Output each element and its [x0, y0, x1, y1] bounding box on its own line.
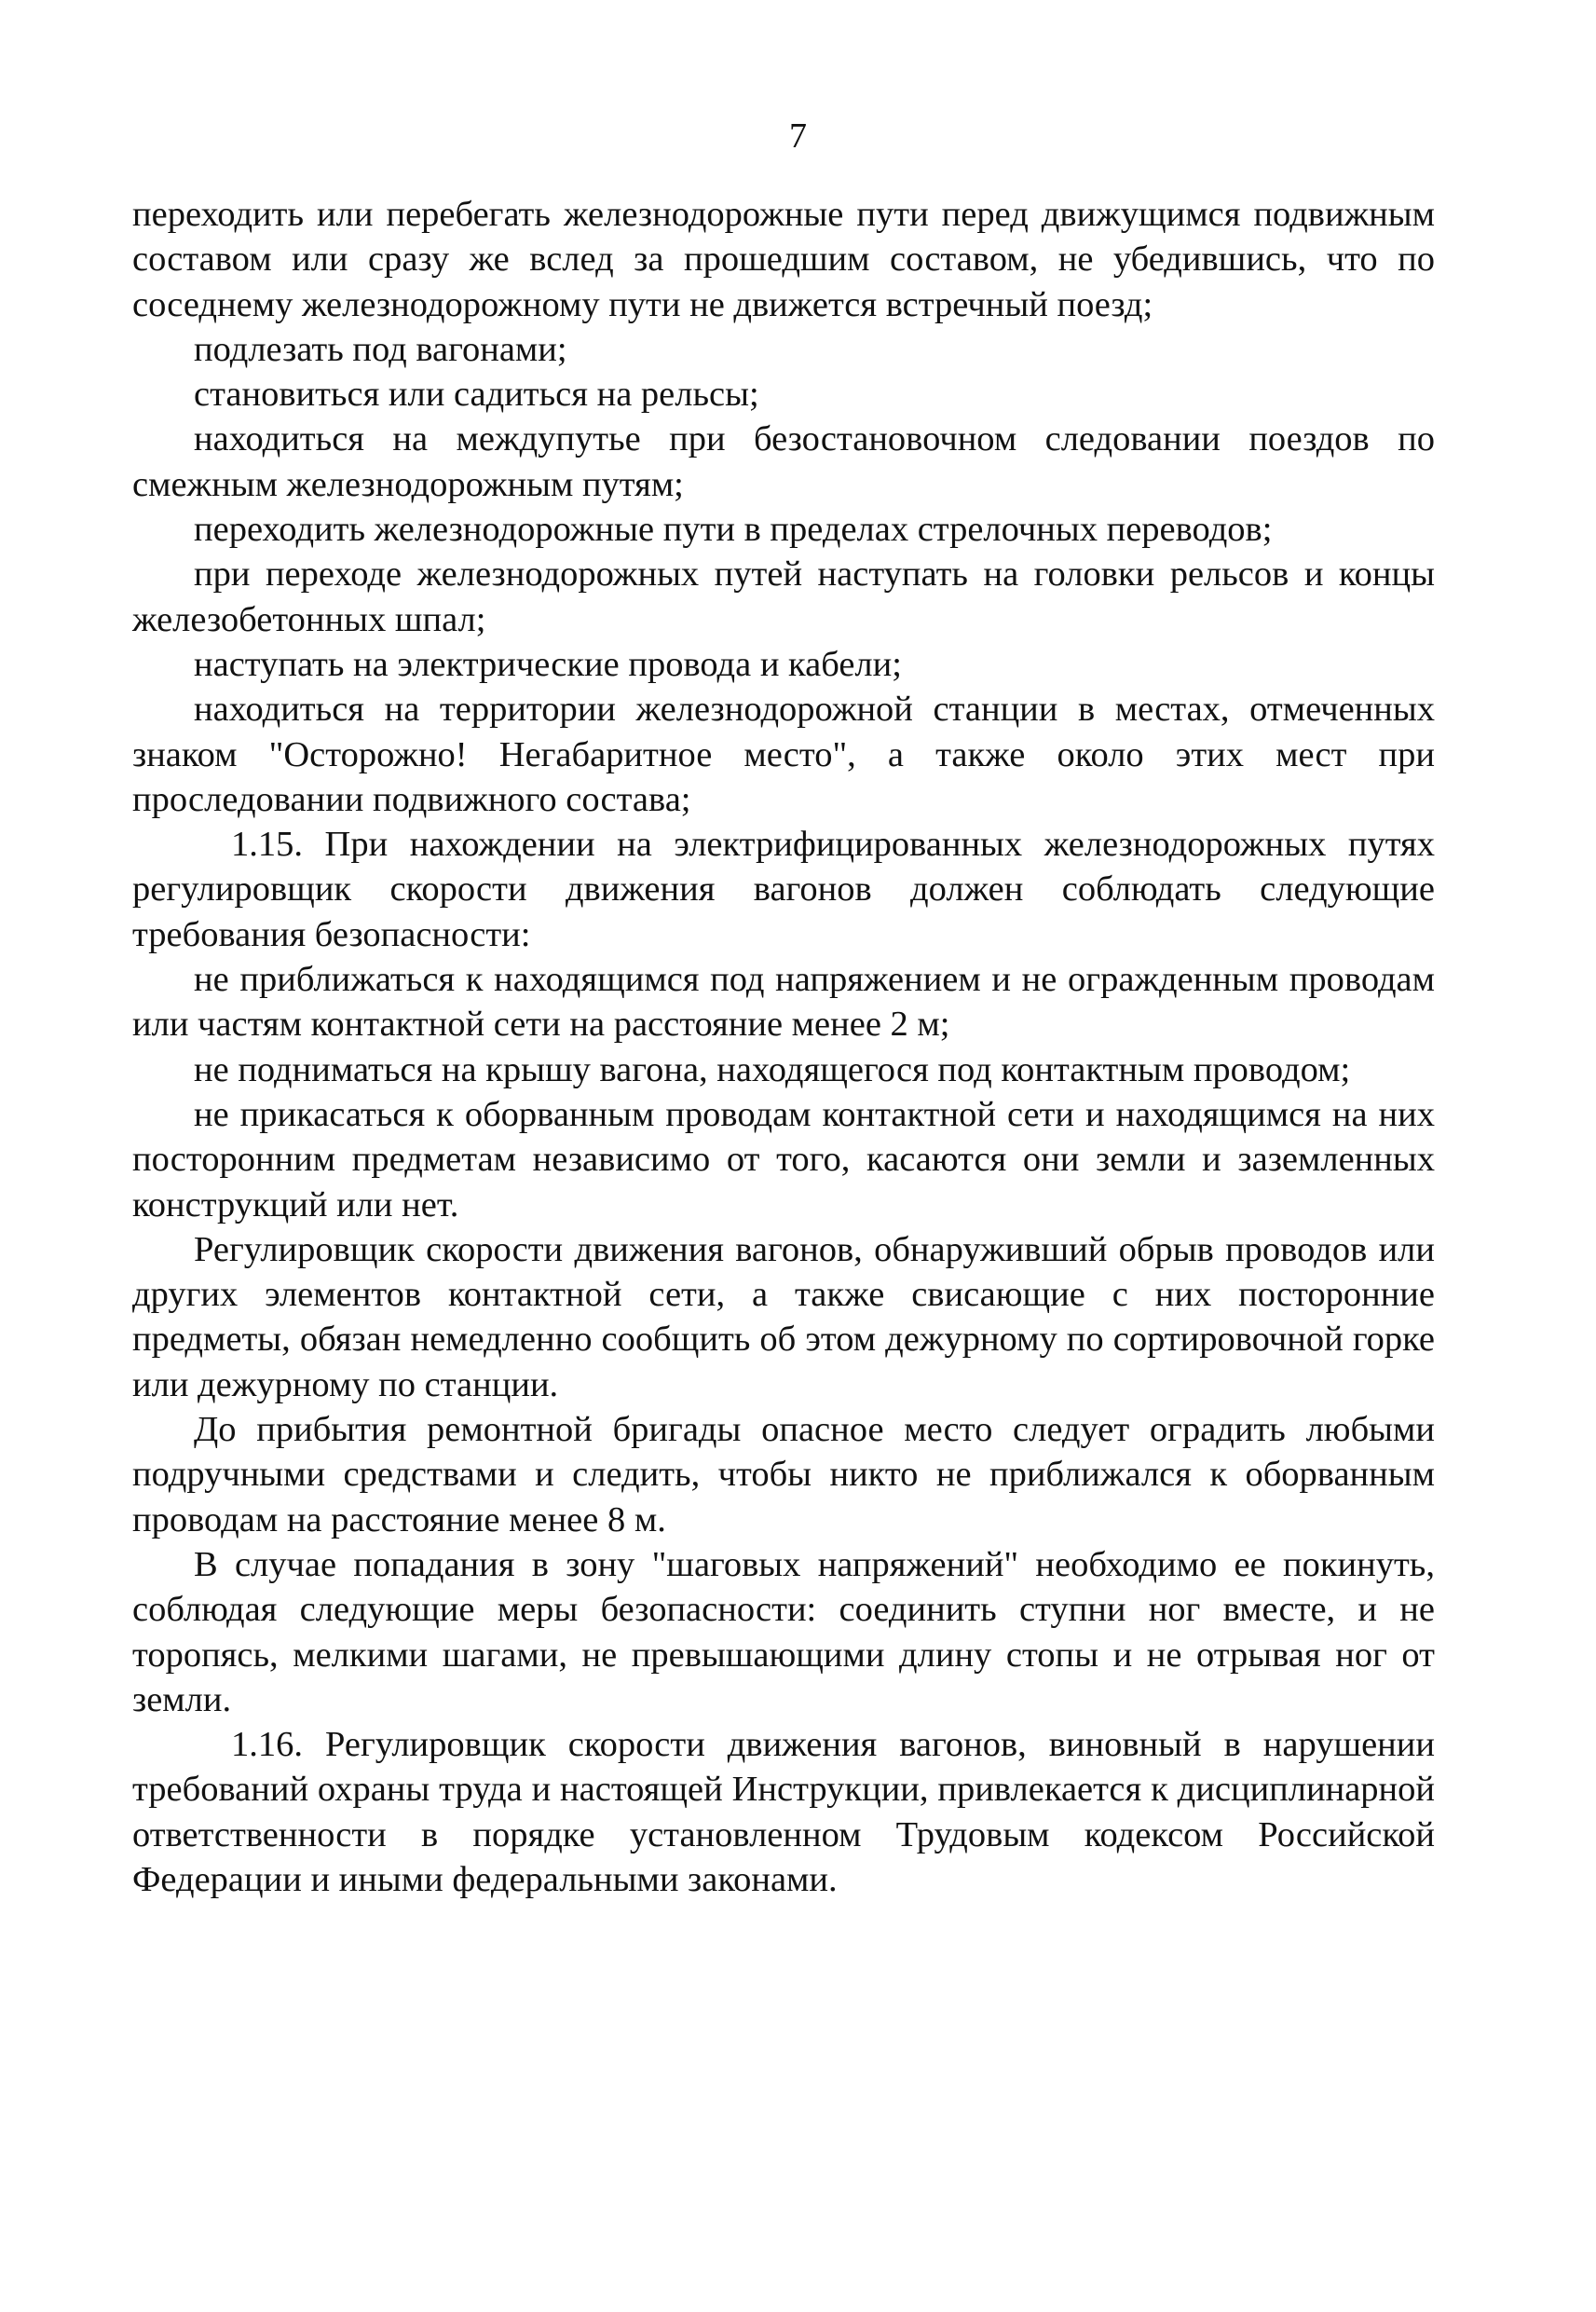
- paragraph-rail-heads: при переходе железнодорожных путей наступать на головки рельсов и концы железобетонных шпал;: [132, 554, 1435, 639]
- section-1-16: 1.16. Регулировщик скорости движения вагонов, виновный в нарушении требований охраны труда и настоящей Инструкции, привлекается к дисциплинарной ответственности в порядке установленном Трудовым кодексом Российской Федерации и иными федеральными законами.: [132, 1725, 1435, 1899]
- paragraph-live-wires: не приближаться к находящимся под напряжением и не огражденным проводам или частям контактной сети на расстояние менее 2 м;: [132, 960, 1435, 1045]
- paragraph-wagon-roof: не подниматься на крышу вагона, находящегося под контактным проводом;: [194, 1049, 1351, 1089]
- paragraph-step-voltage: В случае попадания в зону "шаговых напряжений" необходимо ее покинуть, соблюдая следующие меры безопасности: соединить ступни ног вместе, и не торопясь, мелкими шагами, не превышающими длину стопы и не отрывая ног от земли.: [132, 1544, 1435, 1719]
- paragraph-switches: переходить железнодорожные пути в пределах стрелочных переводов;: [194, 510, 1273, 550]
- paragraph-report-break: Регулировщик скорости движения вагонов, обнаруживший обрыв проводов или других элементов контактной сети, а также свисающие с них посторонние предметы, обязан немедленно сообщить об этом дежурному по сортировочной горке или дежурному по станции.: [132, 1229, 1435, 1404]
- page-number: 7: [789, 116, 807, 156]
- paragraph-crossing-tracks: переходить или перебегать железнодорожные пути перед движущимся подвижным составом или сразу же вслед за прошедшим составом, не убедившись, что по соседнему железнодорожному пути не движется встречный поезд;: [132, 195, 1435, 324]
- document-body: [132, 192, 1435, 1902]
- paragraph-cables: наступать на электрические провода и кабели;: [194, 644, 902, 684]
- paragraph-fence-hazard: До прибытия ремонтной бригады опасное место следует оградить любыми подручными средствами и следить, чтобы никто не приближался к оборванным проводам на расстояние менее 8 м.: [132, 1410, 1435, 1539]
- section-1-15: 1.15. При нахождении на электрифицированных железнодорожных путях регулировщик скорости движения вагонов должен соблюдать следующие требования безопасности:: [132, 825, 1435, 954]
- paragraph-between-tracks: находиться на междупутье при безостановочном следовании поездов по смежным железнодорожным путям;: [132, 419, 1435, 504]
- paragraph-under-wagons: подлезать под вагонами;: [194, 329, 567, 369]
- paragraph-clearance-sign: находиться на территории железнодорожной станции в местах, отмеченных знаком "Осторожно! Негабаритное место", а также около этих мест при проследовании подвижного состава;: [132, 690, 1435, 819]
- paragraph-broken-wires: не прикасаться к оборванным проводам контактной сети и находящимся на них посторонним предметам независимо от того, касаются они земли и заземленных конструкций или нет.: [132, 1094, 1435, 1224]
- paragraph-sit-on-rails: становиться или садиться на рельсы;: [194, 375, 759, 415]
